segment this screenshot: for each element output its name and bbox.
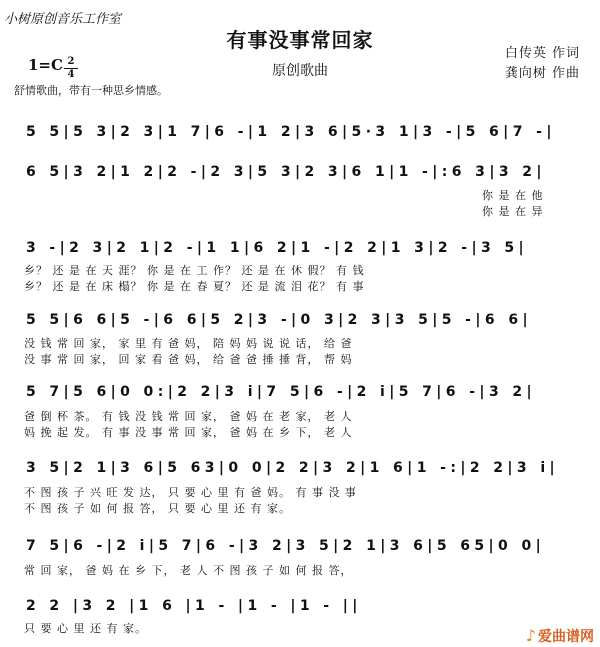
song-title: 有事没事常回家 — [226, 28, 374, 52]
notation-line-1: 5 5|5 3|2 3|1 7|6 -|1 2|3 6|5·3 1|3 -|5 6|7 -| — [26, 124, 556, 140]
site-watermark — [526, 626, 594, 646]
lyric-line-4-verse-1: 没 钱 常 回 家， 家 里 有 爸 妈， 陪 妈 妈 说 说 话， 给 爸 — [24, 337, 353, 350]
lyric-line-2-verse-2: 你 是 在 异 — [482, 205, 544, 218]
meter-top: 2 — [67, 56, 75, 67]
studio-name: 小树原创音乐工作室 — [4, 12, 122, 27]
notation-line-6: 3 5|2 1|3 6|5 63|0 0|2 2|3 2|1 6|1 -:|2 2|3 i| — [26, 460, 560, 476]
notation-line-8: 2 2 |3 2 |1 6 |1 - |1 - |1 - || — [26, 598, 362, 614]
key-signature: 1=C — [28, 56, 63, 74]
lyric-line-2-verse-1: 你 是 在 他 — [482, 189, 544, 202]
lyric-line-3-verse-1: 乡？ 还 是 在 天 涯？ 你 是 在 工 作？ 还 是 在 休 假？ 有 钱 — [24, 264, 365, 277]
notation-line-3: 3 -|2 3|2 1|2 -|1 1|6 2|1 -|2 2|1 3|2 -|3 5| — [26, 240, 529, 256]
lyric-line-5-verse-2: 妈 挽 起 发。 有 事 没 事 常 回 家， 爸 妈 在 乡 下， 老 人 — [24, 426, 353, 439]
song-subtitle: 原创歌曲 — [272, 63, 328, 79]
lyric-line-3-verse-2: 乡？ 还 是 在 床 榻？ 你 是 在 春 夏？ 还 是 流 泪 花？ 有 事 — [24, 280, 365, 293]
lyric-line-8: 只 要 心 里 还 有 家。 — [24, 622, 147, 635]
lyric-line-7: 常 回 家， 爸 妈 在 乡 下， 老 人 不 图 孩 子 如 何 报 答， — [24, 564, 353, 577]
performance-note: 舒情歌曲，带有一种思乡情感。 — [14, 84, 168, 97]
notation-line-2: 6 5|3 2|1 2|2 -|2 3|5 3|2 3|6 1|1 -|:6 3|3 2| — [26, 164, 546, 180]
time-signature — [64, 57, 78, 80]
music-note-icon: ♪ — [525, 626, 536, 645]
lyric-line-4-verse-2: 没 事 常 回 家， 回 家 看 爸 妈， 给 爸 爸 捶 捶 背， 帮 妈 — [24, 353, 353, 366]
lyricist-credit: 白传英 作词 — [504, 46, 580, 61]
notation-line-7: 7 5|6 -|2 i|5 7|6 -|3 2|3 5|2 1|3 6|5 65|0 0| — [26, 538, 546, 554]
watermark-text: 爱曲谱网 — [538, 629, 594, 645]
notation-line-4: 5 5|6 6|5 -|6 6|5 2|3 -|0 3|2 3|3 5|5 -|6 6| — [26, 312, 532, 328]
composer-credit: 龚向树 作曲 — [504, 66, 580, 81]
meter-bottom: 4 — [67, 69, 75, 80]
lyric-line-6-verse-2: 不 图 孩 子 如 何 报 答， 只 要 心 里 还 有 家。 — [24, 502, 291, 515]
notation-line-5: 5 7|5 6|0 0:|2 2|3 i|7 5|6 -|2 i|5 7|6 -|3 2| — [26, 384, 537, 400]
lyric-line-5-verse-1: 爸 倒 杯 茶。 有 钱 没 钱 常 回 家， 爸 妈 在 老 家， 老 人 — [24, 410, 353, 423]
lyric-line-6-verse-1: 不 图 孩 子 兴 旺 发 达， 只 要 心 里 有 爸 妈。 有 事 没 事 — [24, 486, 357, 499]
